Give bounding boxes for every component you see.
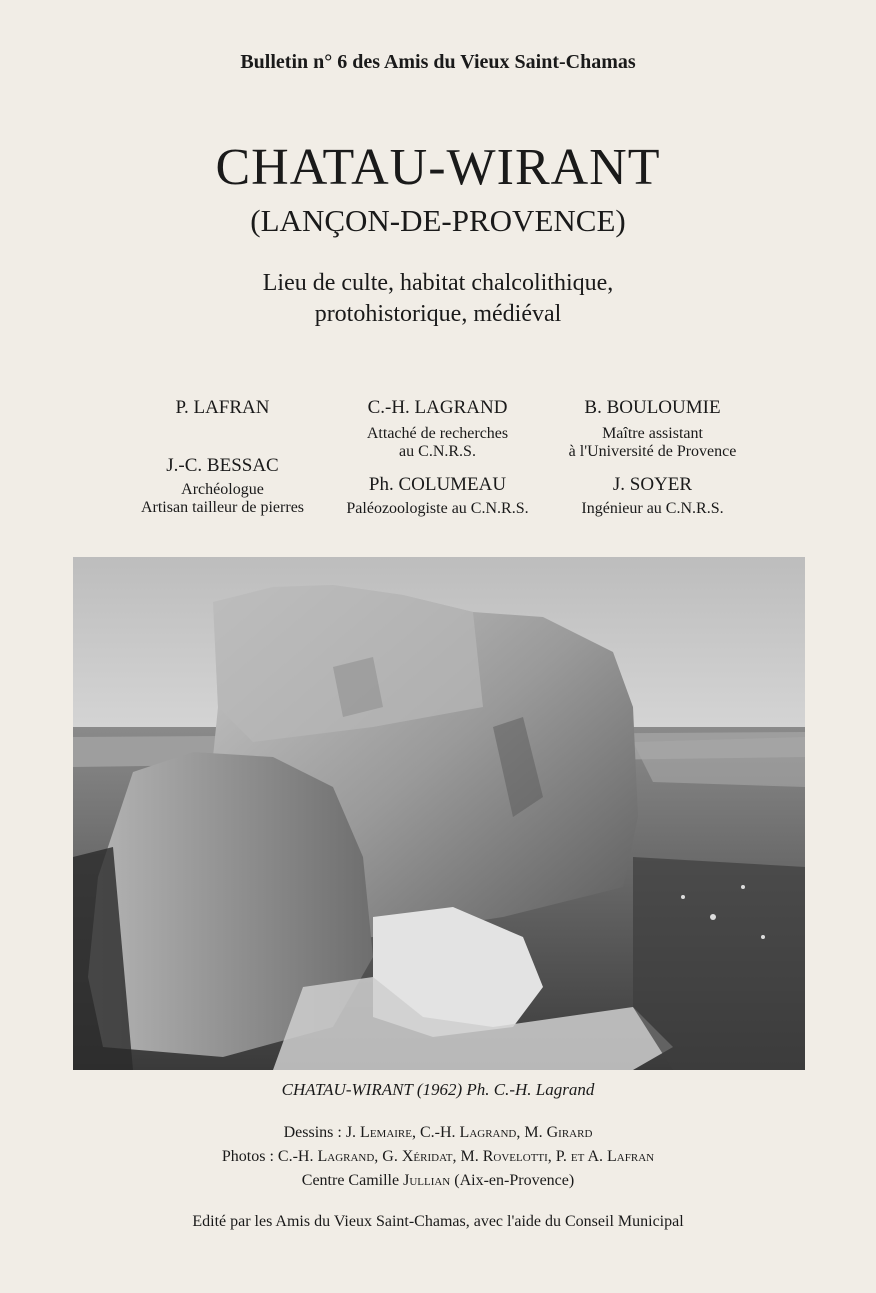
publisher-line: Edité par les Amis du Vieux Saint-Chamas, avec l'aide du Conseil Municipal: [192, 1213, 684, 1230]
credits-drawings: [0, 1124, 876, 1142]
author-bouloumie: [545, 397, 760, 461]
caption-title: CHATAU-WIRANT: [281, 1080, 413, 1099]
author-role: Artisan tailleur de pierres: [140, 499, 305, 516]
author-role: Attaché de recherches: [366, 425, 509, 442]
description-line-1: Lieu de culte, habitat chalcolithique,: [262, 270, 614, 296]
centre-suffix: (Aix-en-Provence): [454, 1172, 575, 1189]
drawings-names: J. Lemaire, C.-H. Lagrand, M. Girard: [345, 1124, 593, 1141]
rock-photo-illustration: [73, 557, 805, 1070]
author-name: Ph. COLUMEAU: [368, 474, 507, 495]
centre-prefix: Centre Camille: [301, 1172, 400, 1189]
centre-name: Jullian: [403, 1172, 451, 1189]
site-photograph: [73, 557, 805, 1070]
author-role: à l'Université de Provence: [568, 443, 737, 460]
author-name: J.-C. BESSAC: [166, 455, 279, 476]
author-name: C.-H. LAGRAND: [367, 397, 508, 418]
author-role: au C.N.R.S.: [399, 443, 476, 460]
drawings-label: Dessins :: [283, 1124, 342, 1141]
author-name: J. SOYER: [612, 474, 693, 495]
bulletin-line: Bulletin n° 6 des Amis du Vieux Saint-Chamas: [240, 51, 636, 73]
photo-caption: [0, 1080, 876, 1100]
author-bessac: [110, 455, 335, 517]
credits-photos: [0, 1148, 876, 1166]
author-role: Archéologue: [181, 481, 264, 498]
photos-names: C.-H. Lagrand, G. Xéridat, M. Rovelotti, P. et A. Lafran: [277, 1148, 655, 1165]
page-title: CHATAU-WIRANT: [215, 139, 661, 196]
author-name: P. LAFRAN: [175, 397, 270, 418]
author-name: B. BOULOUMIE: [584, 397, 721, 418]
author-role: Paléozoologiste au C.N.R.S.: [346, 500, 529, 517]
description-line-2: protohistorique, médiéval: [314, 301, 562, 327]
author-columeau: [325, 474, 550, 518]
author-role: Ingénieur au C.N.R.S.: [581, 500, 724, 517]
page-subtitle: (LANÇON-DE-PROVENCE): [250, 203, 626, 238]
author-lafran: [120, 397, 325, 419]
author-role: Maître assistant: [602, 425, 703, 442]
author-soyer: [545, 474, 760, 518]
credits-centre: [0, 1172, 876, 1190]
author-lagrand: [330, 397, 545, 461]
photos-label: Photos :: [221, 1148, 274, 1165]
caption-details: (1962) Ph. C.-H. Lagrand: [416, 1080, 595, 1099]
